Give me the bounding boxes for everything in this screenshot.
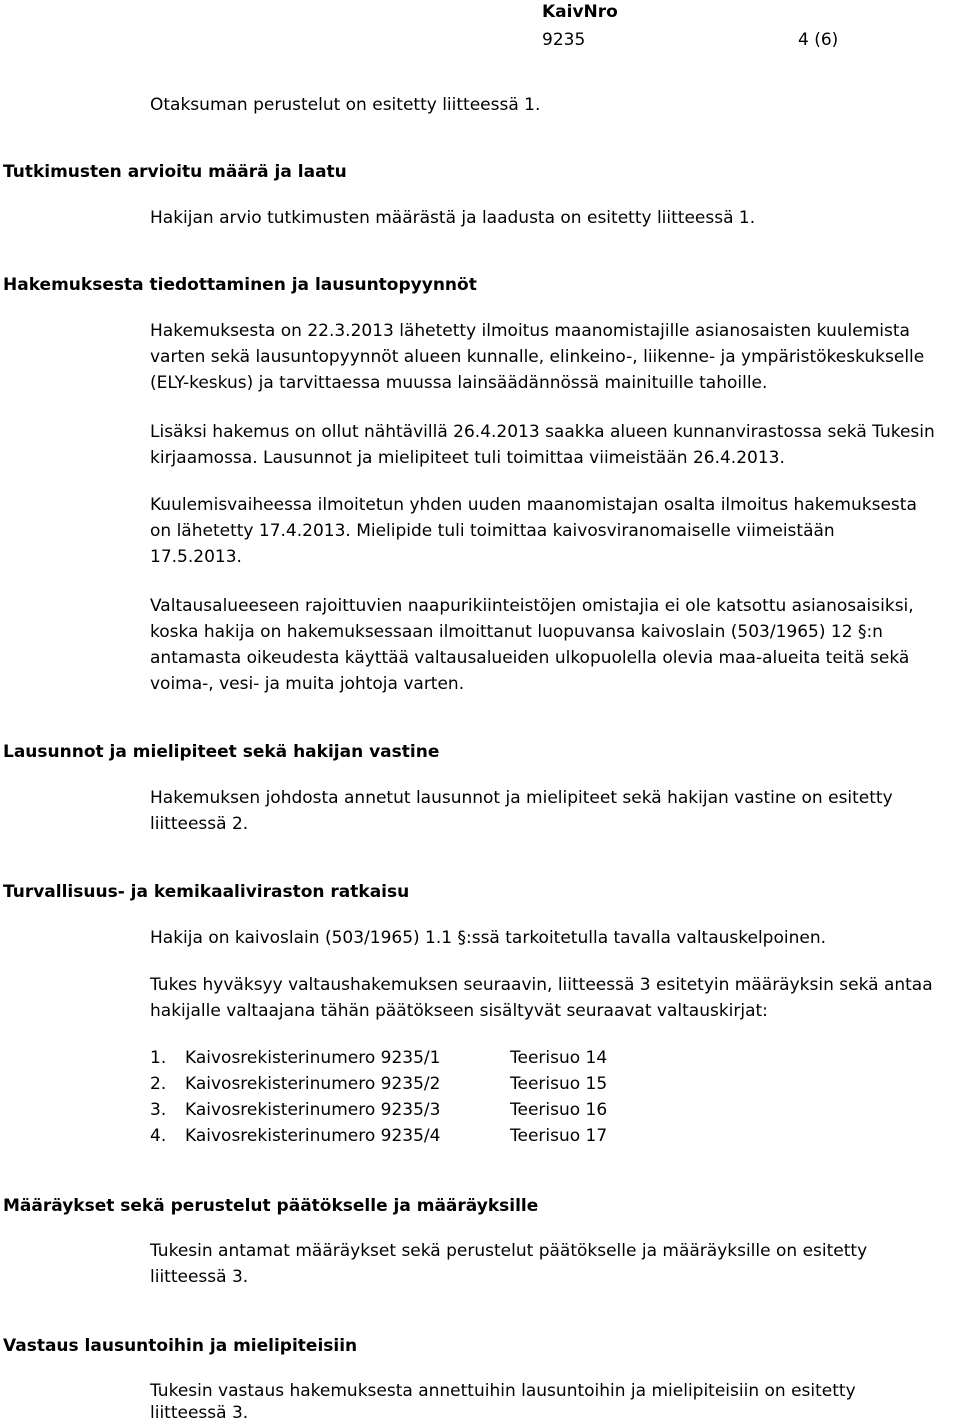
claim-number: 2.	[150, 1074, 167, 1094]
response-line1: Tukesin vastaus hakemuksesta annettuihin lausuntoihin ja mielipiteisiin on esitetty	[150, 1381, 856, 1401]
claim-number: 1.	[150, 1048, 167, 1068]
page-number: 4 (6)	[798, 30, 839, 50]
claim-registry-number: Kaivosrekisterinumero 9235/3	[185, 1100, 441, 1120]
claim-registry-number: Kaivosrekisterinumero 9235/2	[185, 1074, 441, 1094]
statements-line1: Hakemuksen johdosta annetut lausunnot ja mielipiteet sekä hakijan vastine on esitetty	[150, 788, 893, 808]
claim-number: 4.	[150, 1126, 167, 1146]
notification-p1-line1: Hakemuksesta on 22.3.2013 lähetetty ilmoitus maanomistajille asianosaisten kuulemista	[150, 321, 910, 341]
intro-text: Otaksuman perustelut on esitetty liitteessä 1.	[150, 95, 541, 115]
claim-name: Teerisuo 17	[510, 1126, 608, 1146]
notification-p2-line1: Lisäksi hakemus on ollut nähtävillä 26.4.2013 saakka alueen kunnanvirastossa sekä Tukesin	[150, 422, 935, 442]
response-line2: liitteessä 3.	[150, 1403, 249, 1423]
response-heading: Vastaus lausuntoihin ja mielipiteisiin	[3, 1336, 358, 1356]
claim-name: Teerisuo 14	[510, 1048, 608, 1068]
notification-p3-line2: on lähetetty 17.4.2013. Mielipide tuli toimittaa kaivosviranomaiselle viimeistään	[150, 521, 835, 541]
regulations-line1: Tukesin antamat määräykset sekä perustelut päätökselle ja määräyksille on esitetty	[150, 1241, 868, 1261]
notification-p1-line3: (ELY-keskus) ja tarvittaessa muussa lainsäädännössä mainituille tahoille.	[150, 373, 768, 393]
decision-heading: Turvallisuus- ja kemikaaliviraston ratkaisu	[3, 882, 410, 902]
document-number: 9235	[542, 30, 586, 50]
claim-registry-number: Kaivosrekisterinumero 9235/1	[185, 1048, 441, 1068]
regulations-heading: Määräykset sekä perustelut päätökselle ja määräyksille	[3, 1196, 539, 1216]
statements-line2: liitteessä 2.	[150, 814, 249, 834]
notification-heading: Hakemuksesta tiedottaminen ja lausuntopyynnöt	[3, 275, 477, 295]
notification-p4-line4: voima-, vesi- ja muita johtoja varten.	[150, 674, 465, 694]
decision-p1: Hakija on kaivoslain (503/1965) 1.1 §:ssä tarkoitetulla tavalla valtauskelpoinen.	[150, 928, 827, 948]
notification-p2-line2: kirjaamossa. Lausunnot ja mielipiteet tuli toimittaa viimeistään 26.4.2013.	[150, 448, 785, 468]
claim-number: 3.	[150, 1100, 167, 1120]
research-text: Hakijan arvio tutkimusten määrästä ja laadusta on esitetty liitteessä 1.	[150, 208, 756, 228]
regulations-line2: liitteessä 3.	[150, 1267, 249, 1287]
notification-p4-line2: koska hakija on hakemuksessaan ilmoittanut luopuvansa kaivoslain (503/1965) 12 §:n	[150, 622, 883, 642]
notification-p3-line3: 17.5.2013.	[150, 547, 242, 567]
header-label: KaivNro	[542, 2, 618, 22]
notification-p1-line2: varten sekä lausuntopyynnöt alueen kunnalle, elinkeino-, liikenne- ja ympäristökeskukselle	[150, 347, 925, 367]
statements-heading: Lausunnot ja mielipiteet sekä hakijan vastine	[3, 742, 440, 762]
claim-name: Teerisuo 15	[510, 1074, 608, 1094]
claim-registry-number: Kaivosrekisterinumero 9235/4	[185, 1126, 441, 1146]
research-heading: Tutkimusten arvioitu määrä ja laatu	[3, 162, 347, 182]
decision-p2-line2: hakijalle valtaajana tähän päätökseen sisältyvät seuraavat valtauskirjat:	[150, 1001, 768, 1021]
notification-p4-line3: antamasta oikeudesta käyttää valtausalueiden ulkopuolella olevia maa-alueita teitä sekä	[150, 648, 910, 668]
claim-name: Teerisuo 16	[510, 1100, 608, 1120]
notification-p4-line1: Valtausalueeseen rajoittuvien naapurikiinteistöjen omistajia ei ole katsottu asianosaisiksi,	[150, 596, 914, 616]
decision-p2-line1: Tukes hyväksyy valtaushakemuksen seuraavin, liitteessä 3 esitetyin määräyksin sekä antaa	[150, 975, 933, 995]
notification-p3-line1: Kuulemisvaiheessa ilmoitetun yhden uuden maanomistajan osalta ilmoitus hakemuksesta	[150, 495, 917, 515]
